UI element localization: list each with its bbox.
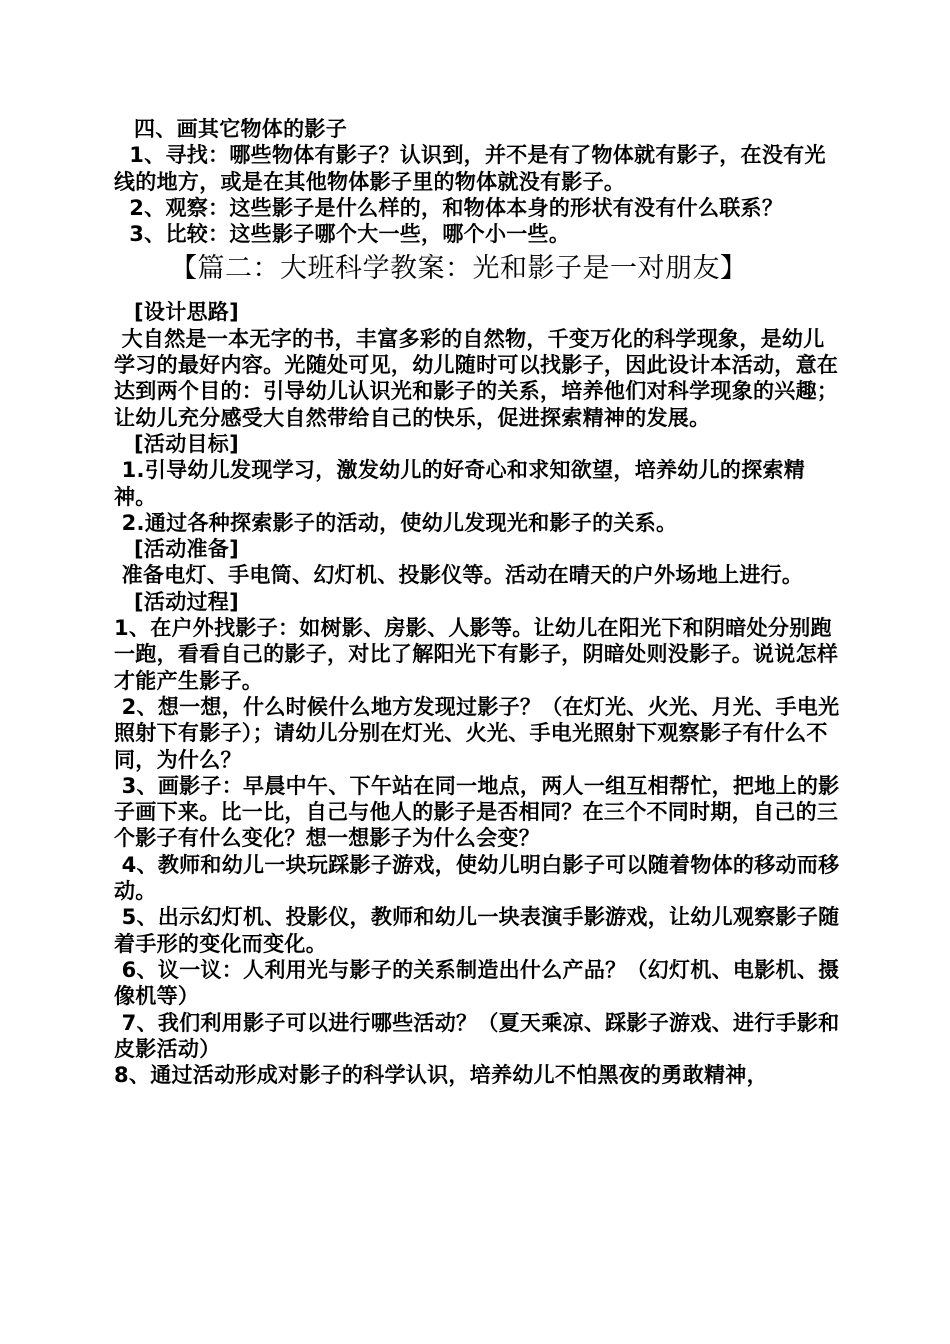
body-paragraph: 5、出示幻灯机、投影仪，教师和幼儿一块表演手影游戏，让幼儿观察影子随着手形的变化而变化。 xyxy=(114,905,840,956)
body-paragraph: 1.引导幼儿发现学习，激发幼儿的好奇心和求知欲望，培养幼儿的探索精神。 xyxy=(114,458,806,509)
body-paragraph: 准备电灯、手电筒、幻灯机、投影仪等。活动在晴天的户外场地上进行。 xyxy=(114,563,804,588)
section-heading: [设计思路] xyxy=(134,300,239,325)
section-heading: [活动目标] xyxy=(134,431,239,456)
body-paragraph: 6、议一议：人利用光与影子的关系制造出什么产品？（幻灯机、电影机、摄像机等） xyxy=(114,957,840,1009)
body-paragraph: 大自然是一本无字的书，丰富多彩的自然物，千变万化的科学现象，是幼儿学习的最好内容。光随处可见，幼儿随时可以找影子，因此设计本活动，意在达到两个目的：引导幼儿认识光和影子的关系，培养他们对科学现象的兴趣；让幼儿充分感受大自然带给自己的快乐，促进探索精神的发展。 xyxy=(114,326,839,430)
document-body xyxy=(114,116,844,1088)
body-paragraph: 7、我们利用影子可以进行哪些活动？（夏天乘凉、踩影子游戏、进行手影和皮影活动） xyxy=(114,1010,840,1061)
body-paragraph: 4、教师和幼儿一块玩踩影子游戏，使幼儿明白影子可以随着物体的移动而移动。 xyxy=(114,852,840,904)
body-paragraph: 1、在户外找影子：如树影、房影、人影等。让幼儿在阳光下和阴暗处分别跑一跑，看看自己的影子，对比了解阳光下有影子，阴暗处则没影子。说说怎样才能产生影子。 xyxy=(114,616,839,693)
body-paragraph: 3、画影子：早晨中午、下午站在同一地点，两人一组互相帮忙，把地上的影子画下来。比一比，自己与他人的影子是否相同？在三个不同时期，自己的三个影子有什么变化？想一想影子为什么会变？ xyxy=(114,773,840,851)
body-paragraph: 2、观察：这些影子是什么样的，和物体本身的形状有没有什么联系？ xyxy=(114,195,784,220)
body-paragraph: 3、比较：这些影子哪个大一些，哪个小一些。 xyxy=(114,222,571,247)
section-heading: [活动准备] xyxy=(134,537,239,562)
body-paragraph: 2.通过各种探索影子的活动，使幼儿发现光和影子的关系。 xyxy=(114,510,678,535)
body-paragraph: 1、寻找：哪些物体有影子？认识到，并不是有了物体就有影子，在没有光线的地方，或是在其他物体影子里的物体就没有影子。 xyxy=(114,143,826,194)
body-paragraph: 2、想一想，什么时候什么地方发现过影子？（在灯光、火光、月光、手电光照射下有影子）；请幼儿分别在灯光、火光、手电光照射下观察影子有什么不同，为什么？ xyxy=(114,694,840,772)
section-heading: 四、画其它物体的影子 xyxy=(134,117,347,141)
body-paragraph: 8、通过活动形成对影子的科学认识，培养幼儿不怕黑夜的勇敢精神， xyxy=(114,1063,768,1088)
section-heading: [活动过程] xyxy=(134,589,239,614)
chapter-title: 【篇二：大班科学教案：光和影子是一对朋友】 xyxy=(170,253,748,285)
